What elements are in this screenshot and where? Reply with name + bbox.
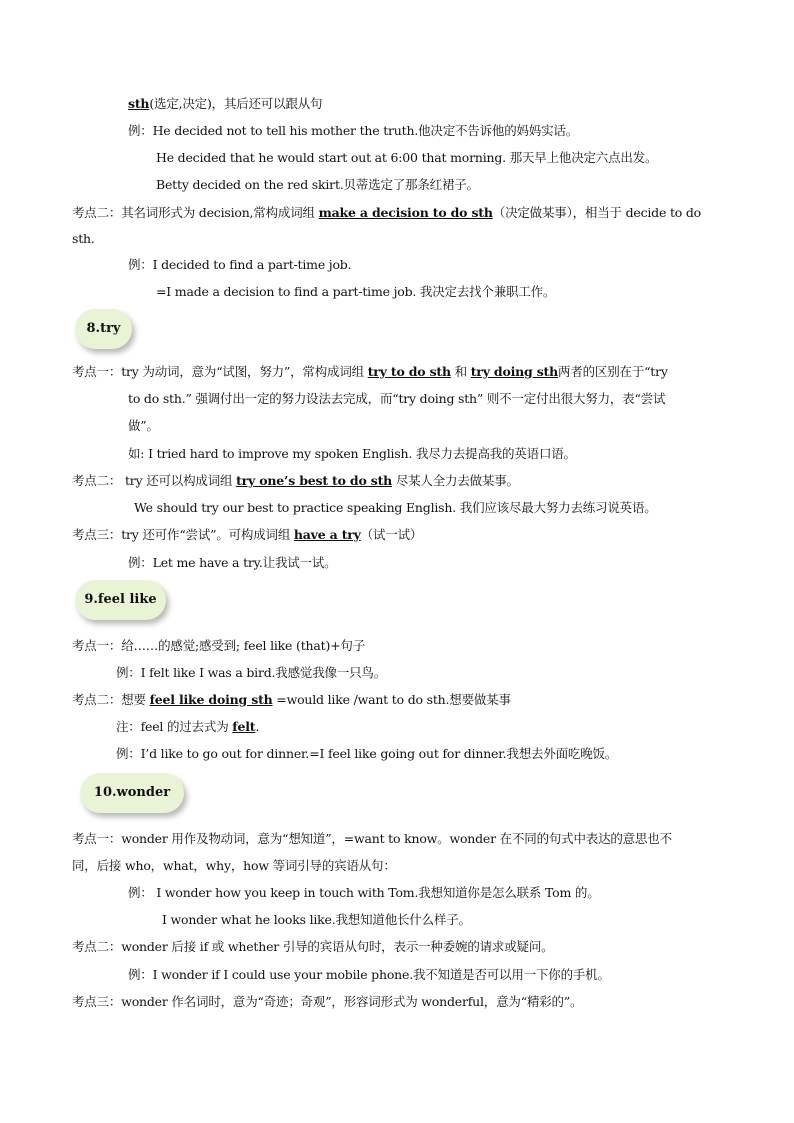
try-point-3 (72, 526, 422, 544)
underlined-phrase: sth (128, 96, 150, 111)
decide-example-5: =I made a decision to find a part-time job. 我决定去找个兼职工作。 (156, 284, 556, 299)
text: 和 (450, 364, 471, 379)
text: 考点一：try 为动词，意为“试图，努力”，常构成词组 (72, 364, 368, 379)
wonder-example-2: I wonder what he looks like.我想知道他长什么样子。 (162, 912, 471, 927)
try-example-1: 如: I tried hard to improve my spoken English. 我尽力去提高我的英语口语。 (128, 446, 576, 461)
text: 考点二： try 还可以构成词组 (72, 473, 237, 488)
wonder-point-1: 考点一：wonder 用作及物动词，意为“想知道”，=want to know。wonder 在不同的句式中表达的意思也不 (72, 831, 672, 846)
text: 注：feel 的过去式为 (116, 719, 233, 734)
wonder-example-1: 例： I wonder how you keep in touch with Tom.我想知道你是怎么联系 Tom 的。 (128, 885, 600, 900)
try-example-2: We should try our best to practice speaking English. 我们应该尽最大努力去练习说英语。 (134, 500, 657, 515)
underlined-phrase: feel like doing sth (149, 692, 273, 707)
text: 考点三：try 还可作“尝试”。可构成词组 (72, 527, 294, 542)
text: （决定做某事），相当于 decide to do (492, 205, 702, 220)
section-heading-feel-like: 9.feel like (75, 580, 166, 620)
try-example-3: 例：Let me have a try.让我试一试。 (128, 555, 337, 570)
feel-like-point-2 (72, 691, 511, 709)
text: (选定,决定)，其后还可以跟从句 (149, 96, 323, 111)
underlined-phrase: felt (232, 719, 256, 734)
decide-point-2-cont: sth. (72, 231, 95, 246)
wonder-point-1-cont: 同，后接 who，what，why，how 等词引导的宾语从句： (72, 858, 396, 873)
feel-like-example-2: 例：I’d like to go out for dinner.=I feel like going out for dinner.我想去外面吃晚饭。 (116, 746, 618, 761)
section-heading-wonder: 10.wonder (80, 773, 184, 813)
wonder-example-3: 例：I wonder if I could use your mobile phone.我不知道是否可以用一下你的手机。 (128, 967, 610, 982)
underlined-phrase: have a try (293, 527, 361, 542)
decide-point-2 (72, 204, 701, 222)
wonder-point-3: 考点三：wonder 作名词时，意为“奇迹；奇观”，形容词形式为 wonderful，意为“精彩的”。 (72, 994, 583, 1009)
try-point-1 (72, 363, 668, 381)
text: （试一试） (360, 527, 423, 542)
underlined-phrase: try doing sth (470, 364, 559, 379)
text: 考点二：其名词形式为 decision,常构成词组 (72, 205, 319, 220)
try-point-1-cont: to do sth.” 强调付出一定的努力设法去完成，而“try doing sth” 则不一定付出很大努力，表“尝试 (128, 391, 666, 406)
text: =would like /want to do sth.想要做某事 (272, 692, 511, 707)
decide-line-1 (128, 95, 322, 113)
wonder-point-2: 考点二：wonder 后接 if 或 whether 引导的宾语从句时，表示一种委婉的请求或疑问。 (72, 939, 554, 954)
try-point-1-cont-2: 做”。 (128, 418, 159, 433)
try-point-2 (72, 472, 519, 490)
decide-example-3: Betty decided on the red skirt.贝蒂选定了那条红裙子。 (156, 177, 479, 192)
text: 两者的区别在于“try (558, 364, 668, 379)
underlined-phrase: try one’s best to do sth (236, 473, 393, 488)
text: 尽某人全力去做某事。 (392, 473, 519, 488)
feel-like-example-1: 例：I felt like I was a bird.我感觉我像一只鸟。 (116, 665, 386, 680)
text: 考点二：想要 (72, 692, 150, 707)
decide-example-1: 例：He decided not to tell his mother the truth.他决定不告诉他的妈妈实话。 (128, 123, 579, 138)
text: . (255, 719, 260, 734)
decide-example-2: He decided that he would start out at 6:00 that morning. 那天早上他决定六点出发。 (156, 150, 658, 165)
underlined-phrase: make a decision to do sth (318, 205, 493, 220)
decide-example-4: 例：I decided to find a part-time job. (128, 257, 352, 272)
section-heading-try: 8.try (75, 309, 132, 349)
underlined-phrase: try to do sth (367, 364, 451, 379)
feel-like-note (116, 718, 259, 736)
feel-like-point-1: 考点一：给……的感觉;感受到; feel like (that)+句子 (72, 638, 366, 653)
